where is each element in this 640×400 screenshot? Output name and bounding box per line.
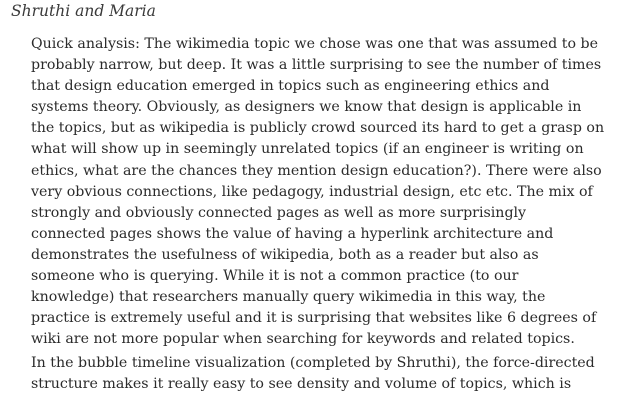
paragraph-line: ethics, what are the chances they mention design education?). There were also — [31, 162, 602, 179]
authors-heading: Shruthi and Maria — [11, 2, 156, 20]
paragraph-line: that design education emerged in topics such as engineering ethics and — [31, 78, 550, 95]
paragraph-line: probably narrow, but deep. It was a little surprising to see the number of times — [31, 57, 602, 74]
paragraph-line: structure makes it really easy to see density and volume of topics, which is — [31, 376, 572, 393]
paragraph-line: very obvious connections, like pedagogy, industrial design, etc etc. The mix of — [31, 183, 593, 200]
paragraph-line: demonstrates the usefulness of wikipedia, both as a reader but also as — [31, 246, 539, 263]
paragraph-line: connected pages shows the value of having a hyperlink architecture and — [31, 225, 554, 242]
paragraph-line: strongly and obviously connected pages as well as more surprisingly — [31, 204, 527, 221]
paragraph-line: In the bubble timeline visualization (completed by Shruthi), the force-directed — [31, 355, 595, 371]
visualization-paragraph — [31, 353, 595, 395]
paragraph-line: practice is extremely useful and it is surprising that websites like 6 degrees of — [31, 310, 597, 327]
paragraph-line: Quick analysis: The wikimedia topic we chose was one that was assumed to be — [31, 36, 599, 52]
analysis-paragraph — [31, 34, 604, 350]
paragraph-line: knowledge) that researchers manually query wikimedia in this way, the — [31, 289, 546, 306]
paragraph-line: the topics, but as wikipedia is publicly crowd sourced its hard to get a grasp on — [31, 120, 605, 137]
paragraph-line: wiki are not more popular when searching for keywords and related topics. — [31, 331, 575, 348]
paragraph-line: someone who is querying. While it is not a common practice (to our — [31, 268, 519, 285]
paragraph-line: systems theory. Obviously, as designers we know that design is applicable in — [31, 99, 582, 116]
paragraph-line: what will show up in seemingly unrelated topics (if an engineer is writing on — [31, 141, 584, 158]
